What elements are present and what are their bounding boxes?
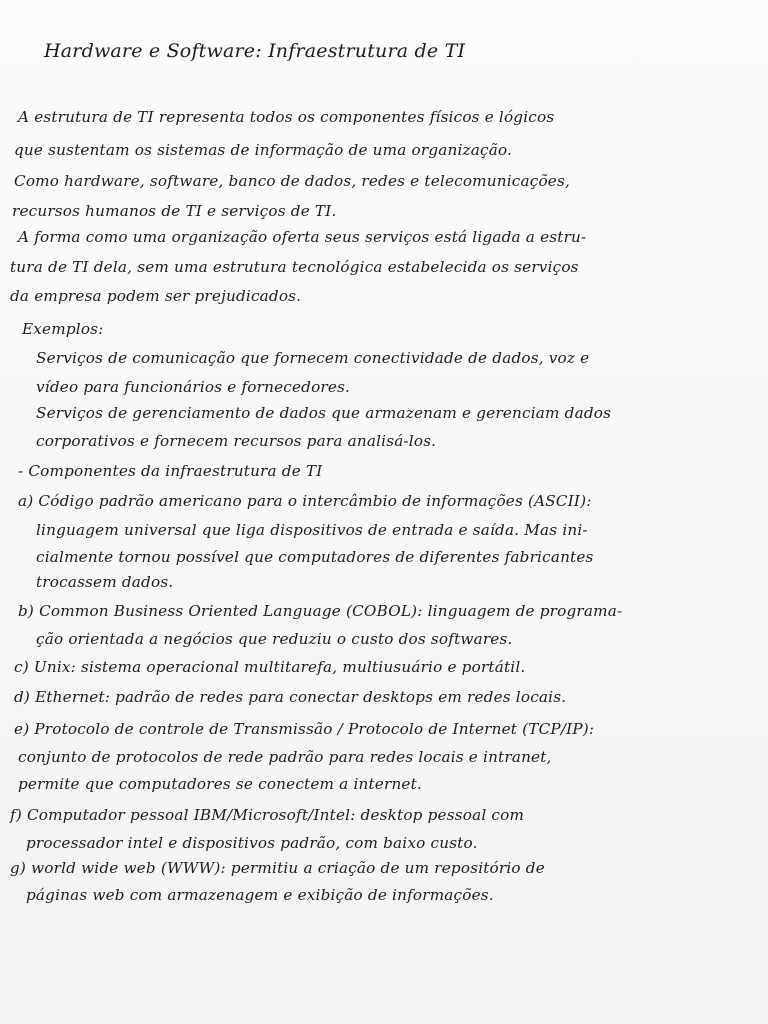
example-line-1: Serviços de comunicação que fornecem conectividade de dados, voz e [36, 349, 590, 367]
component-line-7: c) Unix: sistema operacional multitarefa, multiusuário e portátil. [14, 658, 526, 676]
component-line-14: g) world wide web (WWW): permitiu a criação de um repositório de [10, 859, 545, 877]
component-line-2: linguagem universal que liga dispositivos de entrada e saída. Mas ini- [36, 521, 588, 539]
page-title: Hardware e Software: Infraestrutura de TI [44, 40, 466, 62]
component-line-15: páginas web com armazenagem e exibição de informações. [26, 886, 494, 904]
paragraph-2-line-1: A forma como uma organização oferta seus serviços está ligada a estru- [18, 228, 587, 246]
component-line-10: conjunto de protocolos de rede padrão para redes locais e intranet, [18, 748, 552, 766]
paragraph-2-line-2: tura de TI dela, sem uma estrutura tecnológica estabelecida os serviços [10, 258, 579, 276]
component-line-6: ção orientada a negócios que reduziu o custo dos softwares. [36, 630, 513, 648]
example-line-3: Serviços de gerenciamento de dados que armazenam e gerenciam dados [36, 404, 612, 422]
component-line-3: cialmente tornou possível que computadores de diferentes fabricantes [36, 548, 594, 566]
component-line-9: e) Protocolo de controle de Transmissão / Protocolo de Internet (TCP/IP): [14, 720, 595, 738]
component-line-11: permite que computadores se conectem a internet. [18, 775, 422, 793]
components-heading: - Componentes da infraestrutura de TI [18, 462, 323, 480]
paragraph-1-line-2: que sustentam os sistemas de informação de uma organização. [14, 141, 513, 159]
component-line-5: b) Common Business Oriented Language (COBOL): linguagem de programa- [18, 602, 623, 620]
examples-heading: Exemplos: [22, 320, 104, 338]
paragraph-1-line-3: Como hardware, software, banco de dados, redes e telecomunicações, [14, 172, 571, 190]
component-line-13: processador intel e dispositivos padrão, com baixo custo. [26, 834, 478, 852]
example-line-2: vídeo para funcionários e fornecedores. [36, 378, 351, 396]
component-line-4: trocassem dados. [36, 573, 174, 591]
paragraph-1-line-4: recursos humanos de TI e serviços de TI. [12, 202, 337, 220]
paragraph-1-line-1: A estrutura de TI representa todos os componentes físicos e lógicos [18, 108, 555, 126]
component-line-8: d) Ethernet: padrão de redes para conectar desktops em redes locais. [14, 688, 567, 706]
paragraph-2-line-3: da empresa podem ser prejudicados. [10, 287, 302, 305]
component-line-1: a) Código padrão americano para o intercâmbio de informações (ASCII): [18, 492, 592, 510]
component-line-12: f) Computador pessoal IBM/Microsoft/Intel: desktop pessoal com [10, 806, 525, 824]
example-line-4: corporativos e fornecem recursos para analisá-los. [36, 432, 437, 450]
